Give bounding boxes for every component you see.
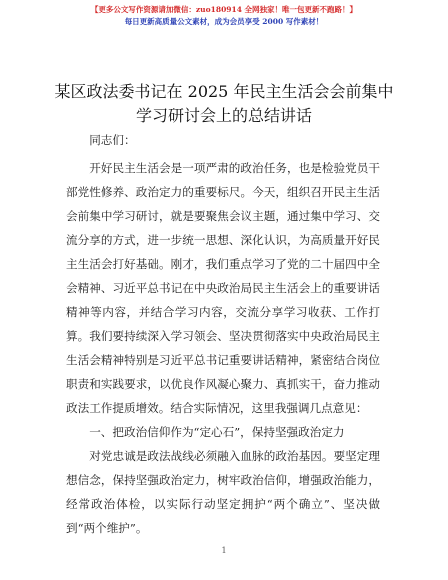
promo-banner-line2: 每日更新高质量公文素材，成为会员享受 2000 写作素材！ <box>124 17 324 26</box>
document-body <box>66 128 380 540</box>
promo-banner-line1: 【更多公文写作资源请加微信：zuo180914 全网独家！唯一包更新不跑路！】 <box>90 5 358 14</box>
paragraph-intro: 开好民主生活会是一项严肃的政治任务，也是检验党员干部党性修养、政治定力的重要标尺。今天，组织召开民主生活会前集中学习研讨，就是要聚焦会议主题，通过集中学习、交流分享的方式，进一步统一思想、深化认识，为高质量开好民主生活会打好基础。刚才，我们重点学习了党的二十届四中全会精神、习近平总书记在中央政治局民主生活会上的重要讲话精神等内容，并结合学习内容，交流分享学习收获、工作打算。我们要持续深入学习领会、坚决贯彻落实中央政治局民主生活会精神特别是习近平总书记重要讲话精神，紧密结合岗位职责和实践要求，以优良作风凝心聚力、真抓实干，奋力推动政法工作提质增效。结合实际情况，这里我强调几点意见： <box>66 161 380 415</box>
document-title: 某区政法委书记在 2025 年民主生活会会前集中学习研讨会上的总结讲话 <box>54 82 394 125</box>
paragraph-section1: 对党忠诚是政法战线必须融入血脉的政治基因。要坚定理想信念，保持坚强政治定力，树牢政治信仰，增强政治能力，经常政治体检，以实际行动坚定拥护“两个确立”、坚决做到“两个维护”。 <box>66 449 380 535</box>
page-number: 1 <box>221 546 227 555</box>
greeting: 同志们： <box>89 133 136 147</box>
section-heading-1: 一、把政治信仰作为“定心石”，保持坚强政治定力 <box>89 425 345 439</box>
